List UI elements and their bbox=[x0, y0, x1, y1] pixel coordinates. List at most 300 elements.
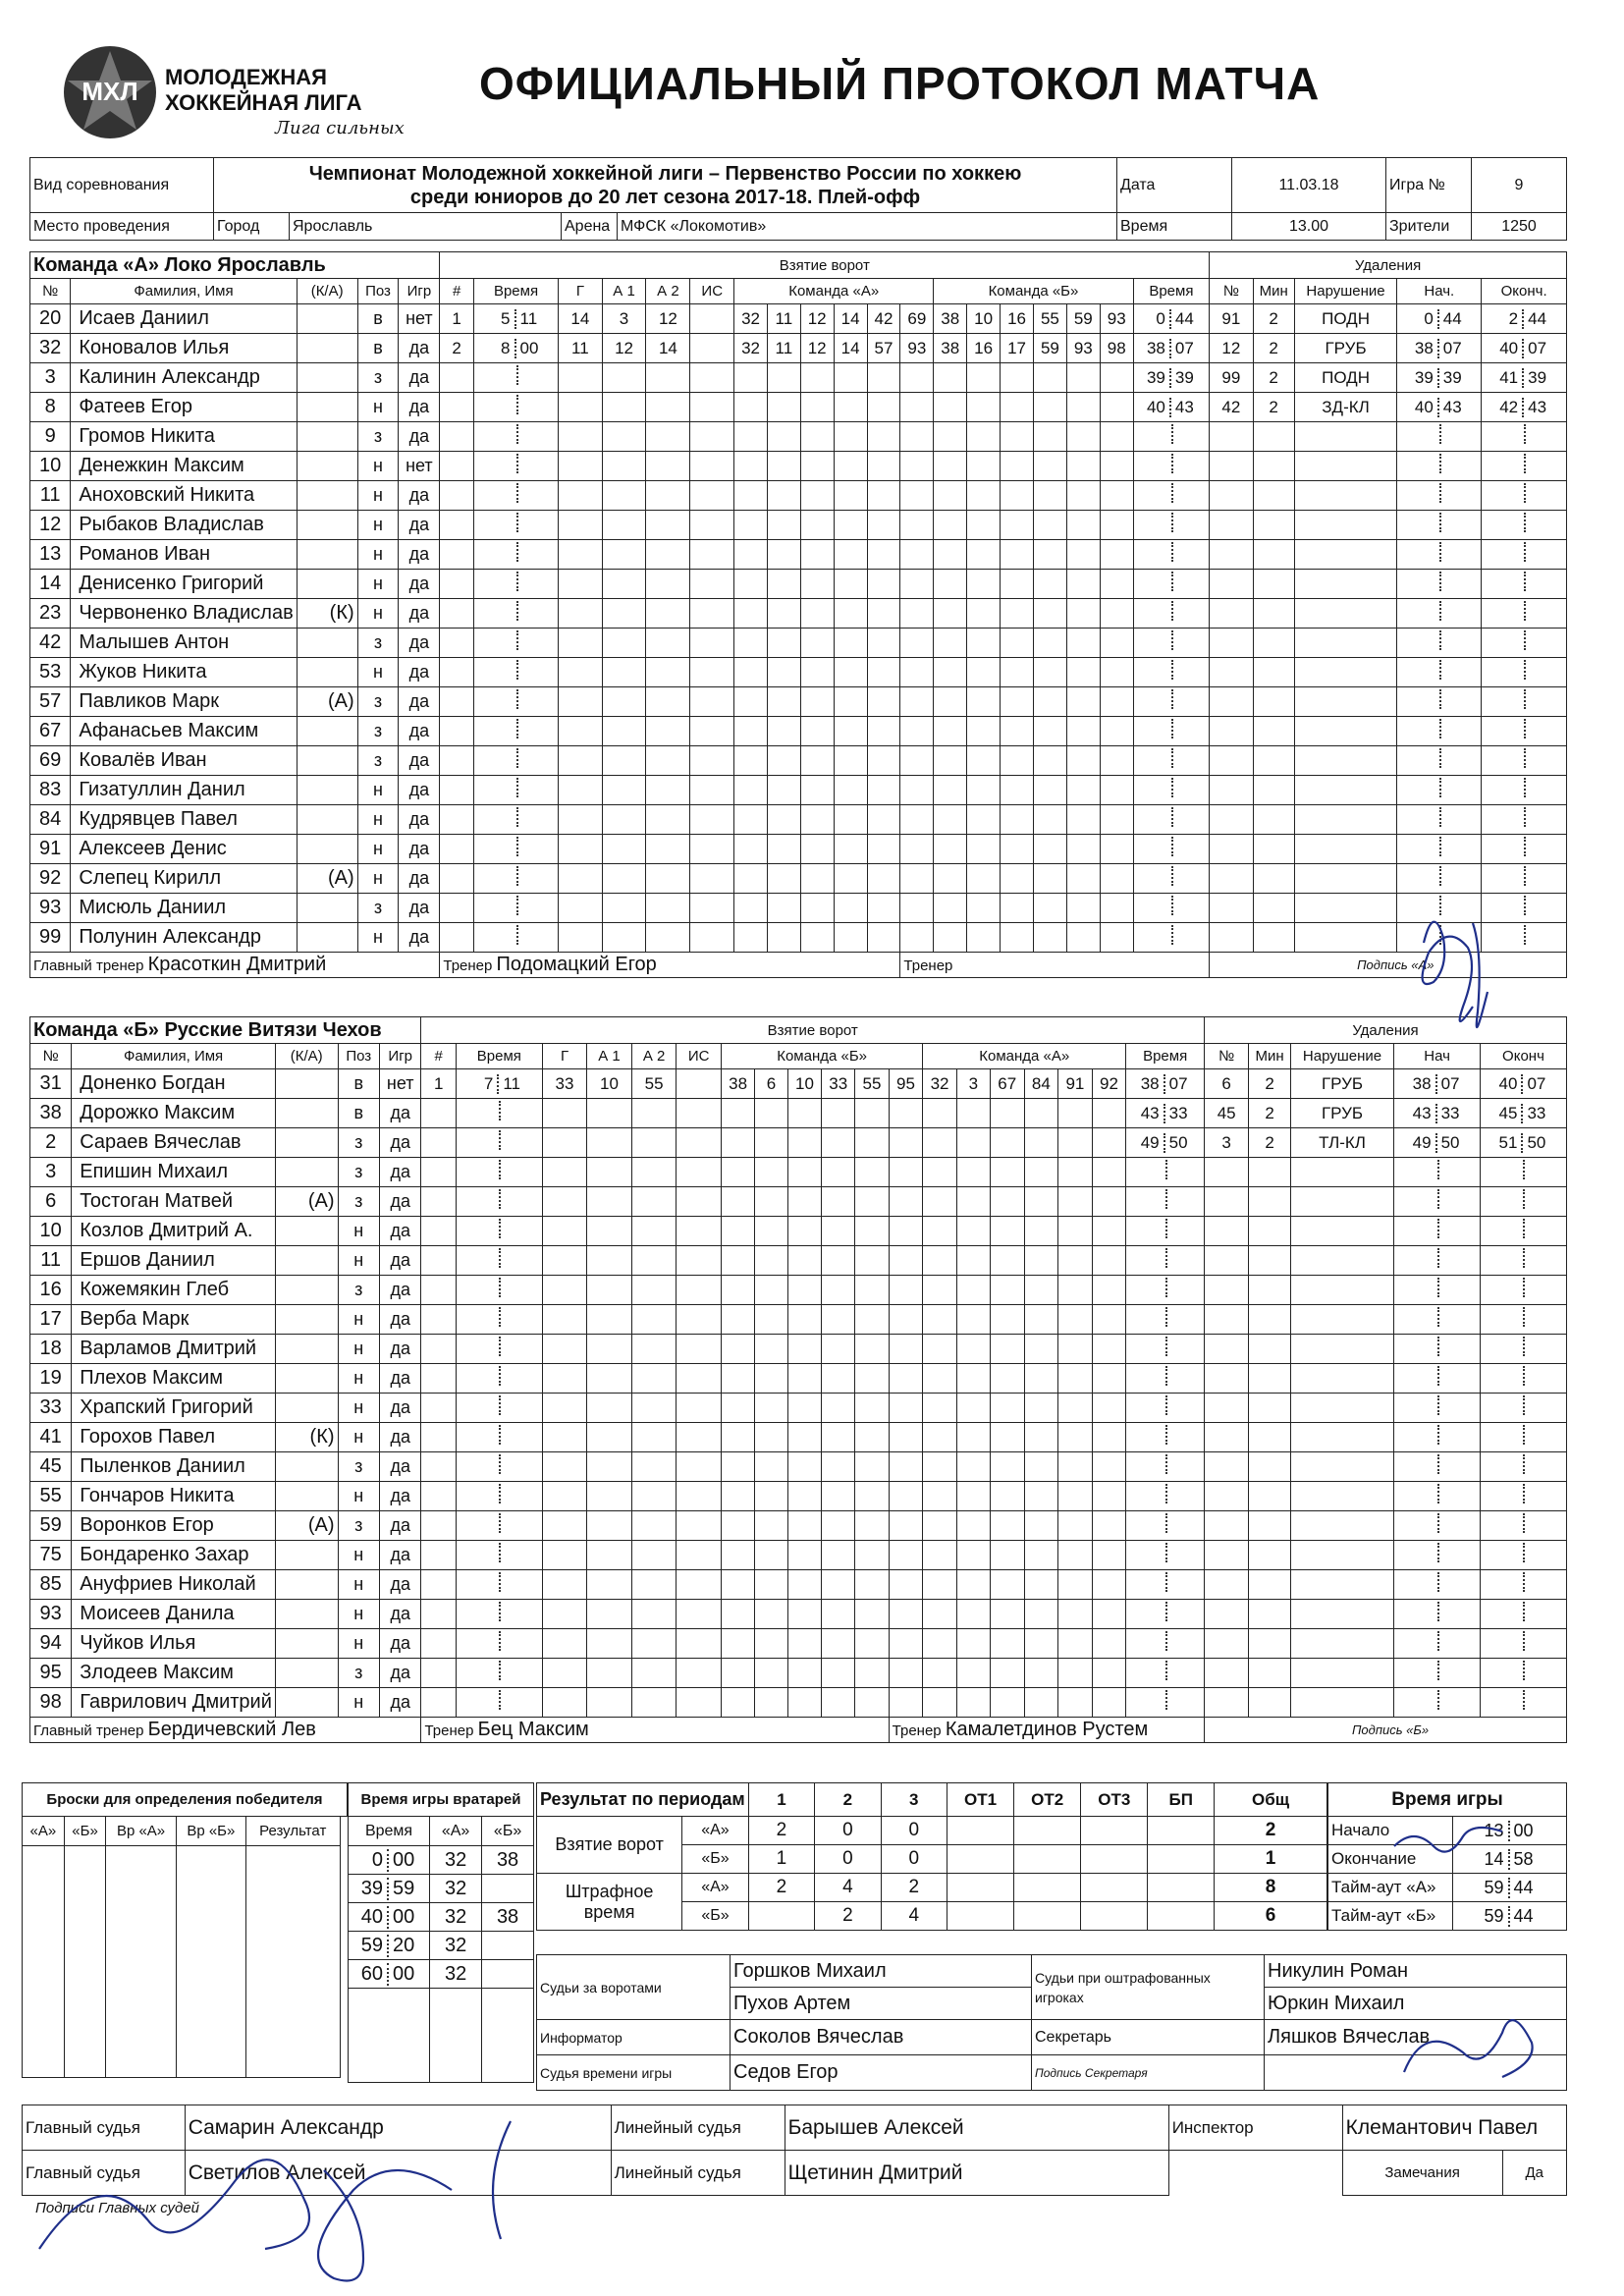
opp-onice-cell bbox=[967, 422, 1001, 452]
goal-a2-cell bbox=[646, 805, 690, 835]
player-name-cell bbox=[72, 1394, 276, 1423]
pen-time-cell bbox=[1126, 1629, 1205, 1659]
own-onice: 69 bbox=[907, 308, 927, 328]
pen-end-cell bbox=[1480, 1069, 1566, 1099]
period-value: 2 bbox=[776, 1820, 787, 1840]
pen-violation-cell bbox=[1290, 1423, 1393, 1452]
own-onice-cell bbox=[787, 1335, 821, 1364]
opp-onice-cell bbox=[1100, 481, 1133, 511]
period-col-header bbox=[1215, 1783, 1327, 1817]
pen-minutes-cell bbox=[1249, 1305, 1290, 1335]
col-header bbox=[421, 1044, 456, 1069]
pen-player-cell bbox=[1204, 1158, 1248, 1187]
own-onice-cell bbox=[834, 481, 867, 511]
opp-onice-cell bbox=[990, 1217, 1024, 1246]
goal-is-cell bbox=[677, 1364, 722, 1394]
opp-onice-cell bbox=[956, 1276, 990, 1305]
opp-onice-cell bbox=[1058, 1217, 1093, 1246]
player-name: Епишин Михаил bbox=[80, 1161, 228, 1182]
goal-g-cell bbox=[542, 1482, 586, 1511]
opp-onice-cell bbox=[1001, 511, 1034, 540]
player-position: н bbox=[373, 544, 383, 564]
goal-time-cell bbox=[456, 1305, 542, 1335]
opp-onice: 91 bbox=[1065, 1073, 1085, 1093]
player-number-cell bbox=[30, 363, 71, 393]
player-number-cell bbox=[30, 1452, 72, 1482]
opp-onice-cell bbox=[956, 1364, 990, 1394]
period-value-cell bbox=[815, 1845, 881, 1874]
goalie-a: 32 bbox=[444, 1877, 467, 1899]
own-onice-cell bbox=[822, 1511, 855, 1541]
own-onice-cell bbox=[755, 1600, 788, 1629]
player-position: н bbox=[353, 1368, 364, 1388]
goal-is-cell bbox=[677, 1394, 722, 1423]
player-number: 84 bbox=[39, 808, 62, 830]
pen-end-cell bbox=[1482, 776, 1567, 805]
own-onice-cell bbox=[800, 304, 834, 334]
own-onice-cell bbox=[787, 1246, 821, 1276]
goalie-b: 38 bbox=[496, 1905, 519, 1928]
opp-onice-cell bbox=[1092, 1158, 1126, 1187]
penalty-judges-label: Судьи при оштрафованных игроках bbox=[1032, 1955, 1265, 2020]
pen-end-cell bbox=[1480, 1217, 1566, 1246]
goal-time-cell bbox=[473, 393, 558, 422]
player-position-cell bbox=[357, 805, 399, 835]
col-header: Нарушение bbox=[1302, 1048, 1382, 1065]
goal-a1-cell bbox=[587, 1335, 632, 1364]
player-played: да bbox=[408, 839, 430, 858]
player-name: Верба Марк bbox=[80, 1308, 189, 1330]
pen-time-cell bbox=[1126, 1246, 1205, 1276]
player-played: да bbox=[390, 1368, 410, 1388]
player-name-cell bbox=[71, 629, 297, 658]
player-position: н bbox=[373, 603, 383, 623]
pen-minutes-cell bbox=[1249, 1246, 1290, 1276]
period-value-cell bbox=[1148, 1902, 1215, 1931]
goalie-time-sec: 00 bbox=[393, 1848, 415, 1871]
own-onice: 6 bbox=[766, 1073, 777, 1093]
own-onice-cell bbox=[768, 658, 801, 687]
pen-player-cell bbox=[1210, 304, 1253, 334]
pen-violation-cell bbox=[1294, 304, 1397, 334]
pen-time-cell bbox=[1126, 1659, 1205, 1688]
goal-g-cell bbox=[542, 1335, 586, 1364]
goal-time-cell bbox=[456, 1570, 542, 1600]
col-header bbox=[1290, 1044, 1393, 1069]
player-played-cell bbox=[399, 422, 440, 452]
pen-start-cell bbox=[1397, 570, 1482, 599]
pen-end-cell bbox=[1482, 864, 1567, 894]
period-value-cell bbox=[881, 1817, 947, 1845]
goalie-col-b: «Б» bbox=[482, 1817, 534, 1846]
goal-g-cell bbox=[542, 1305, 586, 1335]
own-onice-cell bbox=[787, 1305, 821, 1335]
opp-onice-cell bbox=[967, 511, 1001, 540]
player-played-cell bbox=[379, 1629, 421, 1659]
goal-g-cell bbox=[559, 776, 602, 805]
player-role: (А) bbox=[307, 1190, 335, 1212]
opp-onice-cell bbox=[1066, 658, 1100, 687]
player-number-cell bbox=[30, 1276, 72, 1305]
own-onice-cell bbox=[889, 1541, 923, 1570]
own-onice-cell bbox=[787, 1276, 821, 1305]
col-header bbox=[1210, 279, 1253, 304]
opp-onice-cell bbox=[1066, 776, 1100, 805]
col-header: Игр bbox=[406, 283, 432, 300]
player-number: 57 bbox=[39, 690, 62, 712]
player-name-cell bbox=[71, 511, 297, 540]
opp-onice-cell bbox=[990, 1511, 1024, 1541]
pen-minutes-cell bbox=[1253, 570, 1294, 599]
opp-onice-cell bbox=[956, 1629, 990, 1659]
col-header: Время bbox=[1149, 283, 1194, 300]
pen-violation-cell bbox=[1290, 1452, 1393, 1482]
opp-onice-cell bbox=[990, 1364, 1024, 1394]
coach-1: Подомацкий Егор bbox=[496, 954, 657, 975]
player-played-cell bbox=[399, 835, 440, 864]
player-name: Гизатуллин Данил bbox=[79, 779, 245, 800]
opp-onice-cell bbox=[1066, 540, 1100, 570]
player-row bbox=[30, 894, 1567, 923]
own-onice-cell bbox=[787, 1482, 821, 1511]
opp-onice-cell bbox=[923, 1394, 957, 1423]
own-onice-cell bbox=[768, 923, 801, 953]
player-name-cell bbox=[71, 393, 297, 422]
goalie-time-min: 40 bbox=[349, 1906, 389, 1929]
city-label: Город bbox=[214, 213, 290, 241]
player-name-cell bbox=[71, 422, 297, 452]
opp-onice-cell bbox=[934, 746, 967, 776]
shootout-spacer bbox=[340, 1846, 348, 2078]
player-row bbox=[30, 1128, 1567, 1158]
penalty-judge-2: Юркин Михаил bbox=[1265, 1988, 1567, 2020]
goal-a1-cell bbox=[602, 599, 646, 629]
opp-onice-cell bbox=[923, 1423, 957, 1452]
player-name-cell bbox=[71, 334, 297, 363]
period-value: 0 bbox=[842, 1848, 853, 1869]
opp-onice-cell bbox=[967, 746, 1001, 776]
opp-onice-cell bbox=[1092, 1688, 1126, 1718]
coach-1: Бец Максим bbox=[477, 1719, 589, 1740]
opp-onice-cell bbox=[956, 1394, 990, 1423]
game-time-value-min: 59 bbox=[1453, 1878, 1510, 1898]
opp-onice-cell bbox=[967, 334, 1001, 363]
pen-minutes-cell bbox=[1253, 334, 1294, 363]
opp-onice-cell bbox=[1100, 805, 1133, 835]
player-number-cell bbox=[30, 746, 71, 776]
goal-g-cell bbox=[542, 1276, 586, 1305]
goal-is-cell bbox=[690, 452, 734, 481]
own-onice-cell bbox=[721, 1600, 754, 1629]
own-onice-cell bbox=[855, 1688, 889, 1718]
opp-onice: 98 bbox=[1107, 338, 1126, 357]
player-number-cell bbox=[30, 1600, 72, 1629]
goal-time-cell bbox=[456, 1541, 542, 1570]
opp-onice-cell bbox=[1033, 658, 1066, 687]
player-number: 33 bbox=[39, 1396, 62, 1418]
officials-table bbox=[536, 1954, 1567, 2091]
player-role: (А) bbox=[327, 867, 354, 889]
player-row bbox=[30, 1217, 1567, 1246]
own-onice-cell bbox=[734, 481, 768, 511]
opp-onice-cell bbox=[1066, 570, 1100, 599]
team-title-cell bbox=[30, 1017, 421, 1044]
opp-onice-cell bbox=[1001, 658, 1034, 687]
goalie-row bbox=[349, 1932, 534, 1960]
player-played: да bbox=[408, 515, 430, 534]
opp-onice-cell bbox=[1024, 1128, 1058, 1158]
goalie-time-cell bbox=[349, 1846, 430, 1875]
pen-player-cell bbox=[1210, 393, 1253, 422]
goal-a2-cell bbox=[631, 1423, 677, 1452]
pen-time-cell bbox=[1126, 1511, 1205, 1541]
own-team-header: Команда «Б» bbox=[777, 1048, 868, 1065]
pen-end-cell bbox=[1480, 1246, 1566, 1276]
goal-time-cell bbox=[456, 1511, 542, 1541]
period-row-label-cell bbox=[537, 1874, 682, 1931]
goal-is-cell bbox=[690, 393, 734, 422]
player-position: з bbox=[373, 721, 383, 740]
goal-is-cell bbox=[690, 717, 734, 746]
period-row bbox=[537, 1817, 1327, 1845]
player-played-cell bbox=[399, 629, 440, 658]
player-row bbox=[30, 481, 1567, 511]
col-header: Поз bbox=[365, 283, 391, 300]
opp-onice-cell bbox=[923, 1570, 957, 1600]
own-onice-cell bbox=[855, 1335, 889, 1364]
pen-violation-cell bbox=[1294, 894, 1397, 923]
goal-a2-cell bbox=[646, 540, 690, 570]
player-role-cell bbox=[275, 1217, 338, 1246]
player-row bbox=[30, 540, 1567, 570]
col-header bbox=[1294, 279, 1397, 304]
secretary-label: Секретарь bbox=[1032, 2020, 1265, 2055]
goal-time-cell bbox=[473, 923, 558, 953]
opp-onice-cell bbox=[1100, 599, 1133, 629]
opp-onice-cell bbox=[1024, 1158, 1058, 1187]
pen-start-min: 0 bbox=[1397, 309, 1438, 329]
goal-number-cell bbox=[440, 658, 474, 687]
player-name: Моисеев Данила bbox=[80, 1603, 235, 1624]
opp-onice: 16 bbox=[1007, 308, 1026, 328]
own-onice-cell bbox=[755, 1570, 788, 1600]
period-row-label: Взятие ворот bbox=[555, 1834, 664, 1854]
own-onice-cell bbox=[721, 1187, 754, 1217]
pen-minutes-cell bbox=[1253, 658, 1294, 687]
game-time-table bbox=[1327, 1782, 1567, 1931]
goal-time-sec: 00 bbox=[519, 338, 539, 357]
player-position-cell bbox=[357, 393, 399, 422]
player-played-cell bbox=[399, 599, 440, 629]
pen-start-cell bbox=[1394, 1423, 1481, 1452]
player-number: 9 bbox=[44, 425, 56, 447]
col-header bbox=[30, 1044, 72, 1069]
pen-end-min: 40 bbox=[1482, 339, 1524, 358]
col-header: Г bbox=[575, 283, 584, 300]
player-played: нет bbox=[386, 1073, 414, 1093]
own-onice-cell bbox=[834, 717, 867, 746]
opp-onice-cell bbox=[1092, 1128, 1126, 1158]
player-played-cell bbox=[379, 1452, 421, 1482]
player-position: н bbox=[373, 485, 383, 505]
own-onice-cell bbox=[889, 1305, 923, 1335]
goalie-b: 38 bbox=[496, 1848, 519, 1871]
goal-is-cell bbox=[677, 1452, 722, 1482]
goal-a1-cell bbox=[602, 894, 646, 923]
period-team-cell bbox=[682, 1845, 749, 1874]
goalie-b-cell bbox=[482, 1932, 534, 1960]
goal-a1-cell bbox=[587, 1305, 632, 1335]
goal-g-cell bbox=[559, 540, 602, 570]
opp-onice-cell bbox=[1024, 1600, 1058, 1629]
opp-onice-cell bbox=[934, 422, 967, 452]
pen-time-min: 38 bbox=[1126, 1074, 1164, 1094]
own-onice-cell bbox=[721, 1305, 754, 1335]
pen-time-cell bbox=[1126, 1364, 1205, 1394]
own-onice-cell bbox=[800, 334, 834, 363]
goalie-time-sec: 00 bbox=[393, 1962, 415, 1985]
goal-number-cell bbox=[421, 1099, 456, 1128]
player-name: Козлов Дмитрий А. bbox=[80, 1220, 253, 1241]
opp-onice-cell bbox=[1024, 1482, 1058, 1511]
pen-minutes-cell bbox=[1253, 629, 1294, 658]
goal-is-cell bbox=[677, 1482, 722, 1511]
pen-start-cell bbox=[1394, 1629, 1481, 1659]
pen-end-cell bbox=[1482, 894, 1567, 923]
period-value: 1 bbox=[1265, 1848, 1276, 1869]
pen-time-cell bbox=[1133, 481, 1210, 511]
player-position-cell bbox=[338, 1511, 379, 1541]
player-name-cell bbox=[71, 304, 297, 334]
player-role-cell bbox=[297, 746, 357, 776]
player-role-cell bbox=[275, 1099, 338, 1128]
pen-end-min: 45 bbox=[1481, 1104, 1524, 1123]
pen-time-cell bbox=[1126, 1158, 1205, 1187]
pen-violation-cell bbox=[1290, 1099, 1393, 1128]
goal-number-cell bbox=[421, 1452, 456, 1482]
shootout-spacer bbox=[340, 1817, 348, 1846]
own-onice-cell bbox=[734, 687, 768, 717]
player-position-cell bbox=[338, 1570, 379, 1600]
goal-number-cell bbox=[440, 334, 474, 363]
pen-time-cell bbox=[1133, 776, 1210, 805]
period-value-cell bbox=[1081, 1902, 1148, 1931]
pen-player-cell bbox=[1210, 334, 1253, 363]
goal-number: 1 bbox=[433, 1073, 444, 1093]
own-onice-cell bbox=[889, 1394, 923, 1423]
player-number-cell bbox=[30, 511, 71, 540]
player-number: 31 bbox=[39, 1072, 62, 1094]
own-onice-cell bbox=[768, 511, 801, 540]
pen-violation-cell bbox=[1290, 1629, 1393, 1659]
player-row bbox=[30, 1158, 1567, 1187]
pen-violation-cell bbox=[1294, 570, 1397, 599]
own-onice-cell bbox=[900, 422, 934, 452]
pen-minutes-cell bbox=[1249, 1452, 1290, 1482]
player-position-cell bbox=[357, 363, 399, 393]
player-role: (А) bbox=[327, 690, 354, 712]
own-onice-cell bbox=[800, 393, 834, 422]
goal-number-cell bbox=[440, 570, 474, 599]
opp-onice-cell bbox=[990, 1187, 1024, 1217]
goal-number-cell bbox=[421, 1217, 456, 1246]
opp-onice-cell bbox=[1001, 687, 1034, 717]
pen-minutes-cell bbox=[1249, 1069, 1290, 1099]
player-role-cell bbox=[275, 1511, 338, 1541]
goal-a1-cell bbox=[602, 717, 646, 746]
col-header: ИС bbox=[687, 1048, 710, 1065]
opp-onice-cell bbox=[1033, 570, 1066, 599]
player-position-cell bbox=[338, 1452, 379, 1482]
coach-1-cell bbox=[440, 953, 900, 978]
player-name-cell bbox=[72, 1364, 276, 1394]
goalie-empty bbox=[349, 1989, 430, 2083]
pen-end-cell bbox=[1480, 1394, 1566, 1423]
player-position-cell bbox=[338, 1069, 379, 1099]
player-played: да bbox=[408, 367, 430, 387]
opp-onice-cell bbox=[990, 1335, 1024, 1364]
pen-player-cell bbox=[1204, 1541, 1248, 1570]
own-onice-cell bbox=[867, 864, 900, 894]
pen-start-cell bbox=[1394, 1688, 1481, 1718]
player-role-cell bbox=[275, 1570, 338, 1600]
player-position: н bbox=[353, 1604, 364, 1623]
pen-violation-cell bbox=[1290, 1128, 1393, 1158]
goal-number-cell bbox=[440, 540, 474, 570]
coach-label: Тренер bbox=[903, 957, 953, 974]
player-role-cell bbox=[275, 1452, 338, 1482]
player-role-cell bbox=[297, 687, 357, 717]
opp-onice-cell bbox=[956, 1511, 990, 1541]
goal-g-cell bbox=[559, 570, 602, 599]
referee-1: Самарин Александр bbox=[185, 2105, 611, 2151]
player-name-cell bbox=[71, 776, 297, 805]
player-position-cell bbox=[338, 1364, 379, 1394]
opp-onice-cell bbox=[1024, 1541, 1058, 1570]
player-played-cell bbox=[379, 1394, 421, 1423]
game-time-label-cell bbox=[1328, 1874, 1453, 1902]
own-onice: 33 bbox=[829, 1073, 848, 1093]
goal-number-cell bbox=[440, 776, 474, 805]
own-onice-cell bbox=[787, 1187, 821, 1217]
period-title-cell bbox=[537, 1783, 749, 1817]
player-number: 95 bbox=[39, 1662, 62, 1683]
goal-is-cell bbox=[690, 805, 734, 835]
pen-minutes-cell bbox=[1249, 1128, 1290, 1158]
opp-onice-cell bbox=[956, 1069, 990, 1099]
goal-g-cell bbox=[559, 393, 602, 422]
own-onice-cell bbox=[787, 1099, 821, 1128]
pen-end-min: 2 bbox=[1482, 309, 1524, 329]
own-onice-cell bbox=[787, 1452, 821, 1482]
pen-minutes-cell bbox=[1253, 481, 1294, 511]
pen-time-cell bbox=[1133, 393, 1210, 422]
pen-end-cell bbox=[1482, 570, 1567, 599]
own-onice-cell bbox=[889, 1364, 923, 1394]
remarks-label: Замечания bbox=[1342, 2151, 1502, 2196]
opp-onice-cell bbox=[1100, 422, 1133, 452]
opp-onice-cell bbox=[1058, 1659, 1093, 1688]
player-role-cell bbox=[297, 923, 357, 953]
opp-onice-cell bbox=[923, 1600, 957, 1629]
goalie-b-cell bbox=[482, 1875, 534, 1903]
pen-start-sec: 44 bbox=[1442, 308, 1462, 328]
goal-time-cell bbox=[473, 511, 558, 540]
own-onice-cell bbox=[721, 1158, 754, 1187]
opp-onice-cell bbox=[1100, 717, 1133, 746]
pen-end-min: 42 bbox=[1482, 398, 1524, 417]
pen-time-sec: 43 bbox=[1174, 397, 1194, 416]
